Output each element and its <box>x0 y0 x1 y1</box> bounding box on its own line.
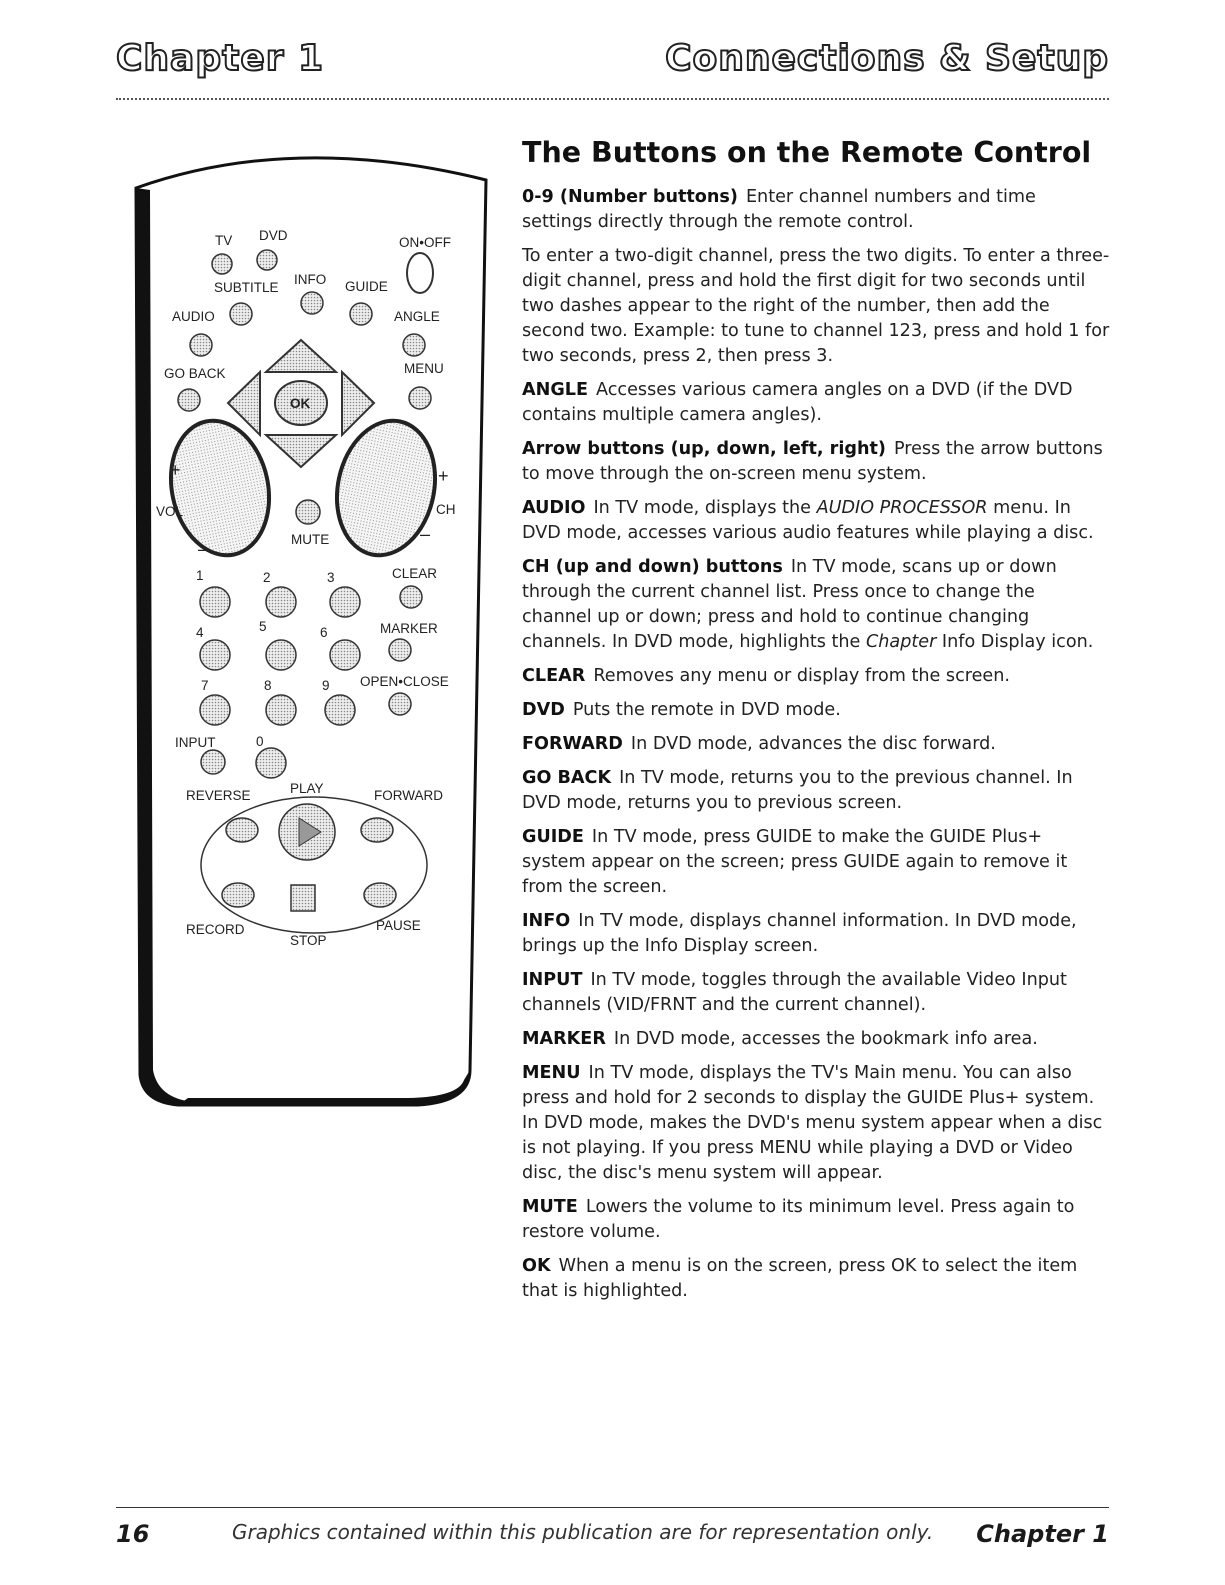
ok-label: OK <box>290 396 311 411</box>
digit-2-button[interactable] <box>266 587 296 617</box>
digit-2-label: 2 <box>263 570 271 585</box>
digit-3-button[interactable] <box>330 587 360 617</box>
digit-3-label: 3 <box>327 570 335 585</box>
ch-label: CH <box>436 502 456 517</box>
paragraph-angle <box>522 378 1110 428</box>
footer-chapter: Chapter 1 <box>976 1520 1109 1548</box>
clear-button[interactable] <box>400 586 422 608</box>
desc-channel-entry: To enter a two-digit channel, press the two digits. To enter a three-digit channel, press and hold the first digit for two seconds until two dashes appear to the right of the number, then add the second two. Example: to tune to channel 123, press and hold 1 for two seconds, press 2, then press 3. <box>522 246 1110 366</box>
desc-dvd: Puts the remote in DVD mode. <box>572 700 841 720</box>
pause-button[interactable] <box>364 883 396 907</box>
term-menu: MENU <box>522 1063 581 1083</box>
desc-info: In TV mode, displays channel information. In DVD mode, brings up the Info Display screen. <box>522 911 1077 956</box>
digit-6-button[interactable] <box>330 640 360 670</box>
input-button[interactable] <box>201 750 225 774</box>
dvd-label: DVD <box>259 228 288 243</box>
power-button[interactable] <box>407 253 433 293</box>
forward-label: FORWARD <box>374 788 443 803</box>
reverse-label: REVERSE <box>186 788 251 803</box>
chapter-heading: Chapter 1 <box>116 38 325 79</box>
vol-minus-label: – <box>198 539 209 559</box>
term-audio: AUDIO <box>522 498 586 518</box>
vol-label: VOL <box>156 504 184 519</box>
reverse-button[interactable] <box>226 818 258 842</box>
digit-0-button[interactable] <box>256 748 286 778</box>
digit-7-button[interactable] <box>200 695 230 725</box>
dvd-button[interactable] <box>257 250 277 270</box>
desc-ok: When a menu is on the screen, press OK to select the item that is highlighted. <box>522 1256 1078 1301</box>
desc-mute: Lowers the volume to its minimum level. Press again to restore volume. <box>522 1197 1075 1242</box>
footer-disclaimer: Graphics contained within this publication are for representation only. <box>232 1520 934 1544</box>
term-mute: MUTE <box>522 1197 578 1217</box>
digit-7-label: 7 <box>201 678 209 693</box>
audio-label: AUDIO <box>172 309 215 324</box>
paragraph-go-back <box>522 766 1110 816</box>
term-clear: CLEAR <box>522 666 586 686</box>
pause-label: PAUSE <box>376 918 421 933</box>
paragraph-input <box>522 968 1110 1018</box>
digit-8-button[interactable] <box>266 695 296 725</box>
term-ok: OK <box>522 1256 551 1276</box>
digit-4-label: 4 <box>196 625 204 640</box>
term-number-buttons: 0-9 (Number buttons) <box>522 187 738 207</box>
paragraph-ok <box>522 1254 1110 1304</box>
guide-button[interactable] <box>350 303 372 325</box>
mute-label: MUTE <box>291 532 330 547</box>
info-button[interactable] <box>301 292 323 314</box>
remote-buttons-section <box>522 136 1110 1313</box>
paragraph-clear <box>522 664 1110 689</box>
go-back-button[interactable] <box>178 389 200 411</box>
digit-9-button[interactable] <box>325 695 355 725</box>
digit-9-label: 9 <box>322 678 330 693</box>
play-label: PLAY <box>290 781 324 796</box>
term-ch-buttons: CH (up and down) buttons <box>522 557 783 577</box>
term-guide: GUIDE <box>522 827 584 847</box>
subtitle-button[interactable] <box>230 303 252 325</box>
term-go-back: GO BACK <box>522 768 612 788</box>
tv-button[interactable] <box>212 254 232 274</box>
desc-go-back: In TV mode, returns you to the previous channel. In DVD mode, returns you to previous screen. <box>522 768 1073 813</box>
desc-menu: In TV mode, displays the TV's Main menu. You can also press and hold for 2 seconds to display the GUIDE Plus+ system. In DVD mode, makes the DVD's menu system appear when a disc is not playing. If you press MENU while playing a DVD or Video disc, the disc's menu system will appear. <box>522 1063 1103 1183</box>
input-label: INPUT <box>175 735 216 750</box>
paragraph-ch-buttons <box>522 555 1110 655</box>
term-angle: ANGLE <box>522 380 589 400</box>
desc-guide: In TV mode, press GUIDE to make the GUIDE Plus+ system appear on the screen; press GUIDE again to remove it from the screen. <box>522 827 1068 897</box>
subtitle-label: SUBTITLE <box>214 280 279 295</box>
desc-ch-italic: Chapter <box>865 632 937 652</box>
paragraph-audio <box>522 496 1110 546</box>
desc-forward: In DVD mode, advances the disc forward. <box>630 734 996 754</box>
term-marker: MARKER <box>522 1029 606 1049</box>
desc-ch-b: Info Display icon. <box>941 632 1094 652</box>
term-info: INFO <box>522 911 571 931</box>
go-back-label: GO BACK <box>164 366 226 381</box>
paragraph-forward <box>522 732 1110 757</box>
digit-8-label: 8 <box>264 678 272 693</box>
desc-marker: In DVD mode, accesses the bookmark info area. <box>613 1029 1038 1049</box>
digit-0-label: 0 <box>256 734 264 749</box>
vol-plus-label: + <box>170 460 181 480</box>
digit-6-label: 6 <box>320 625 328 640</box>
page-number: 16 <box>116 1520 150 1548</box>
marker-label: MARKER <box>380 621 438 636</box>
ch-plus-label: + <box>438 466 449 486</box>
open-close-label: OPEN•CLOSE <box>360 674 449 689</box>
desc-audio-italic: AUDIO PROCESSOR <box>816 498 988 518</box>
term-forward: FORWARD <box>522 734 623 754</box>
term-input: INPUT <box>522 970 583 990</box>
digit-1-label: 1 <box>196 568 204 583</box>
term-dvd: DVD <box>522 700 565 720</box>
clear-label: CLEAR <box>392 566 438 581</box>
angle-label: ANGLE <box>394 309 440 324</box>
paragraph-mute <box>522 1195 1110 1245</box>
audio-button[interactable] <box>190 334 212 356</box>
desc-audio-a: In TV mode, displays the <box>593 498 811 518</box>
menu-button[interactable] <box>409 387 431 409</box>
term-arrow-buttons: Arrow buttons (up, down, left, right) <box>522 439 886 459</box>
desc-angle: Accesses various camera angles on a DVD (if the DVD contains multiple camera angles). <box>522 380 1073 425</box>
stop-label: STOP <box>290 933 327 948</box>
ch-minus-label: – <box>420 524 431 544</box>
menu-label: MENU <box>404 361 444 376</box>
info-label: INFO <box>294 272 327 287</box>
remote-control-illustration <box>118 140 490 1115</box>
desc-number-buttons: Enter channel numbers and time settings directly through the remote control. <box>522 187 1036 232</box>
paragraph-channel-entry <box>522 244 1110 369</box>
desc-input: In TV mode, toggles through the available Video Input channels (VID/FRNT and the current channel). <box>522 970 1067 1015</box>
record-button[interactable] <box>222 883 254 907</box>
section-heading: Connections & Setup <box>665 38 1109 79</box>
marker-button[interactable] <box>389 639 411 661</box>
forward-button[interactable] <box>361 818 393 842</box>
desc-clear: Removes any menu or display from the screen. <box>593 666 1010 686</box>
guide-label: GUIDE <box>345 279 388 294</box>
paragraph-guide <box>522 825 1110 900</box>
open-close-button[interactable] <box>389 693 411 715</box>
section-title: The Buttons on the Remote Control <box>522 136 1092 169</box>
record-label: RECORD <box>186 922 245 937</box>
desc-arrow-buttons: Press the arrow buttons to move through the on-screen menu system. <box>522 439 1103 484</box>
mute-button[interactable] <box>296 500 320 524</box>
digit-5-button[interactable] <box>266 640 296 670</box>
desc-ch-a: In TV mode, scans up or down through the current channel list. Press once to change the channel up or down; press and hold to continue changing channels. In DVD mode, highlights the <box>522 557 1057 652</box>
header-divider <box>116 98 1109 100</box>
stop-button[interactable] <box>291 885 315 911</box>
footer-divider <box>116 1507 1109 1508</box>
digit-1-button[interactable] <box>200 587 230 617</box>
paragraph-menu <box>522 1061 1110 1186</box>
digit-4-button[interactable] <box>200 640 230 670</box>
angle-button[interactable] <box>403 334 425 356</box>
on-off-label: ON•OFF <box>399 235 451 250</box>
paragraph-number-buttons <box>522 185 1110 235</box>
tv-label: TV <box>215 233 233 248</box>
desc-audio-b: menu. In DVD mode, accesses various audio features while playing a disc. <box>522 498 1094 543</box>
paragraph-arrow-buttons <box>522 437 1110 487</box>
paragraph-info <box>522 909 1110 959</box>
digit-5-label: 5 <box>259 619 267 634</box>
paragraph-dvd <box>522 698 1110 723</box>
paragraph-marker <box>522 1027 1110 1052</box>
